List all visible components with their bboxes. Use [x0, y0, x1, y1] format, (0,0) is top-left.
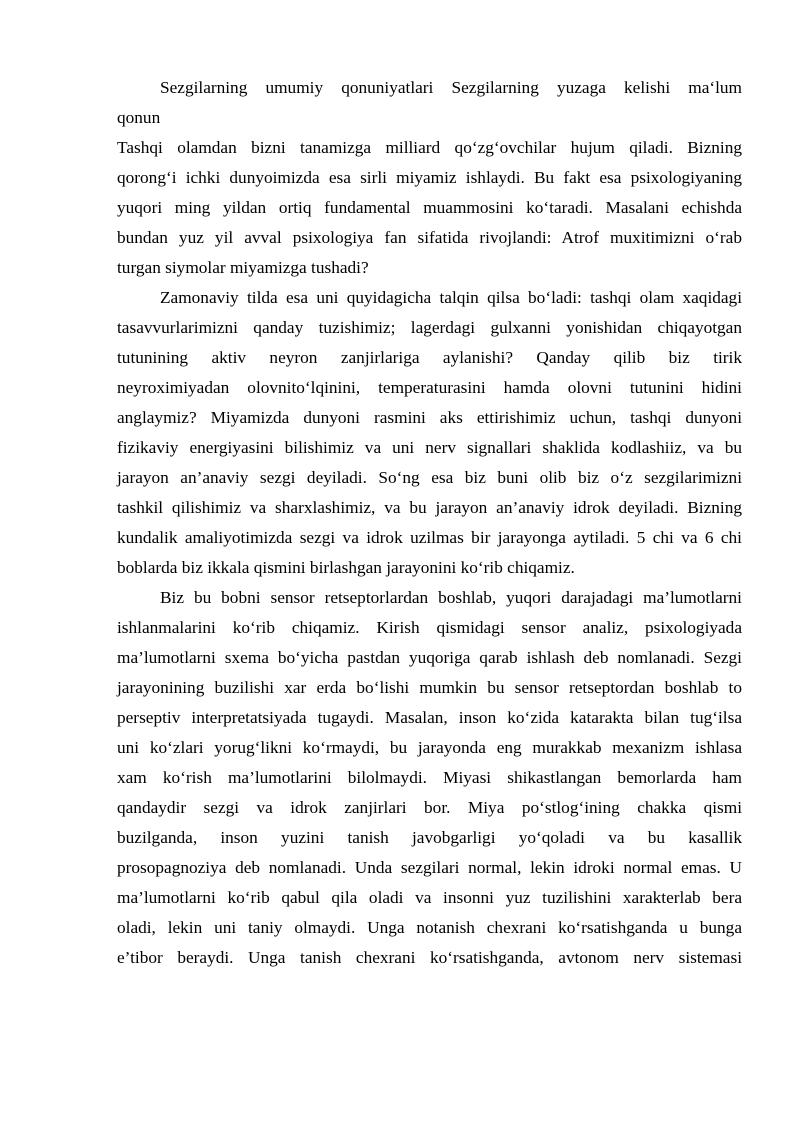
text-line: anglaymiz? Miyamizda dunyoni rasmini aks ettirishimiz uchun, tashqi dunyoni — [117, 408, 742, 427]
text-line: Biz bu bobni sensor retseptorlardan boshlab, yuqori darajadagi ma’lumotlarni — [160, 588, 742, 607]
text-line: boblarda biz ikkala qismini birlashgan jarayonini ko‘rib chiqamiz. — [117, 558, 575, 577]
text-line: tashkil qilishimiz va sharxlashimiz, va bu jarayon an’anaviy idrok deyiladi. Bizning — [117, 498, 742, 517]
text-line: Tashqi olamdan bizni tanamizga milliard qo‘zg‘ovchilar hujum qiladi. Bizning — [117, 138, 742, 157]
text-line: jarayon an’anaviy sezgi deyiladi. So‘ng esa biz buni olib biz o‘z sezgilarimizni — [117, 468, 742, 487]
text-line: ishlanmalarini ko‘rib chiqamiz. Kirish qismidagi sensor analiz, psixologiyada — [117, 618, 742, 637]
text-line: xam ko‘rish ma’lumotlarini bilolmaydi. Miyasi shikastlangan bemorlarda ham — [117, 768, 742, 787]
text-line: qandaydir sezgi va idrok zanjirlari bor. Miya po‘stlog‘ining chakka qismi — [117, 798, 742, 817]
text-line: fizikaviy energiyasini bilishimiz va uni nerv signallari shaklida kodlashiiz, va bu — [117, 438, 742, 457]
text-line: neyroximiyadan olovnito‘lqinini, temperaturasini hamda olovni tutunini hidini — [117, 378, 742, 397]
text-line: ma’lumotlarni ko‘rib qabul qila oladi va insonni yuz tuzilishini xarakterlab bera — [117, 888, 742, 907]
text-line: buzilganda, inson yuzini tanish javobgarligi yo‘qoladi va bu kasallik — [117, 828, 742, 847]
text-line: bundan yuz yil avval psixologiya fan sifatida rivojlandi: Atrof muxitimizni o‘rab — [117, 228, 742, 247]
text-line: Zamonaviy tilda esa uni quyidagicha talqin qilsa bo‘ladi: tashqi olam xaqidagi — [160, 288, 742, 307]
text-line: kundalik amaliyotimizda sezgi va idrok uzilmas bir jarayonga aytiladi. 5 chi va 6 chi — [117, 528, 742, 547]
text-line: Sezgilarning umumiy qonuniyatlari Sezgilarning yuzaga kelishi ma‘lum — [160, 78, 742, 97]
text-line: jarayonining buzilishi xar erda bo‘lishi mumkin bu sensor retseptordan boshlab to — [117, 678, 742, 697]
text-line: yuqori ming yildan ortiq fundamental muammosini ko‘taradi. Masalani echishda — [117, 198, 742, 217]
text-line: prosopagnoziya deb nomlanadi. Unda sezgilari normal, lekin idroki normal emas. U — [117, 858, 742, 877]
text-line: e’tibor beraydi. Unga tanish chexrani ko‘rsatishganda, avtonom nerv sistemasi — [117, 948, 742, 967]
body-text — [117, 73, 742, 973]
text-line: uni ko‘zlari yorug‘likni ko‘rmaydi, bu jarayonda eng murakkab mexanizm ishlasa — [117, 738, 742, 757]
text-line: qonun — [117, 108, 161, 127]
text-line: tasavvurlarimizni qanday tuzishimiz; lagerdagi gulxanni yonishidan chiqayotgan — [117, 318, 742, 337]
text-line: oladi, lekin uni taniy olmaydi. Unga notanish chexrani ko‘rsatishganda u bunga — [117, 918, 742, 937]
text-line: tutunining aktiv neyron zanjirlariga aylanishi? Qanday qilib biz tirik — [117, 348, 742, 367]
text-line: turgan siymolar miyamizga tushadi? — [117, 258, 369, 277]
text-line: perseptiv interpretatsiyada tugaydi. Masalan, inson ko‘zida katarakta bilan tug‘ilsa — [117, 708, 742, 727]
text-line: ma’lumotlarni sxema bo‘yicha pastdan yuqoriga qarab ishlash deb nomlanadi. Sezgi — [117, 648, 742, 667]
text-line: qorong‘i ichki dunyoimizda esa sirli miyamiz ishlaydi. Bu fakt esa psixologiyaning — [117, 168, 742, 187]
